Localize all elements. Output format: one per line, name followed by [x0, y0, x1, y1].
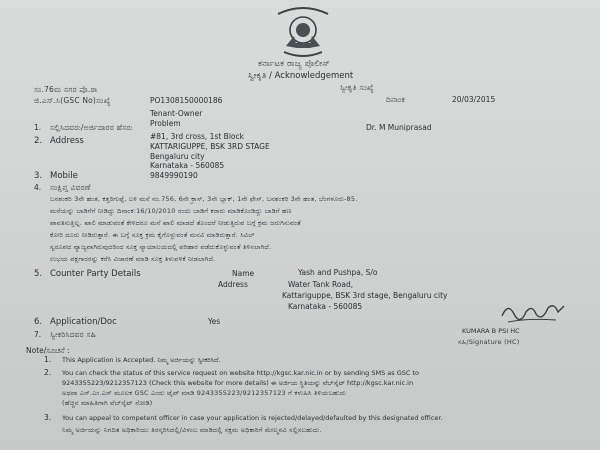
item-2-label: Address	[50, 136, 84, 146]
note-3-line-1: You can appeal to competent officer in case your application is rejected/delayed/defaulted by this designated officer.	[62, 414, 443, 422]
note-2-line-3: ಅಥವಾ ಎಸ್.ಎಂ.ಎಸ್ ಮೂಲಕ GSC ಎಂದು ಟೈಪ್ ಮಾಡಿ 9243355223/9212357123 ಗೆ ಕಳುಹಿಸಿ ತಿಳಿಯಬಹುದು	[62, 389, 347, 397]
description-line-3: ಪಾವತಿಸುತ್ತಿಲ್ಲ. ಖಾಲಿ ಮಾಡುವಂತೆ ಕೇಳಿದರೂ ಮನೆ ಖಾಲಿ ಮಾಡದೆ ತೊಂದರೆ ನೀಡುತ್ತಿರುವ ಬಗ್ಗೆ ಕ್ರಮ ಜರುಗಿಸುವಂತೆ	[50, 219, 301, 227]
station-line: ಸಂ.76ಮ ನಗರ ಪೊ.ಠಾ	[34, 85, 98, 94]
date-label: ದಿನಾಂಕ	[386, 95, 405, 104]
item-6-label: Application/Doc	[50, 317, 117, 327]
item-3-label: Mobile	[50, 171, 78, 181]
item-5-label: Counter Party Details	[50, 269, 141, 279]
subject-line-2: Problem	[150, 119, 181, 128]
item-1-number: 1.	[34, 123, 42, 132]
counter-party-name-label: Name	[232, 269, 255, 278]
note-3-line-2: ನಿಮ್ಮ ಅರ್ಜಿಯನ್ನು ನಿಗದಿತ ಅಧಿಕಾರಿಯು ತಿರಸ್ಕರಿಸಿದಲ್ಲಿ/ವಿಳಂಬ ಮಾಡಿದಲ್ಲಿ ಸಕ್ಷಮ ಅಧಿಕಾರಿಗೆ ಮೇಲ್ಮನವಿ ಸಲ್ಲಿಸಬಹುದು.	[62, 426, 322, 434]
reference-label: ಸ್ವೀಕೃತಿ ಸಂಖ್ಯೆ	[340, 83, 374, 92]
item-2-number: 2.	[34, 136, 43, 146]
note-1-number: 1.	[44, 355, 52, 364]
item-1-label: ಸಲ್ಲಿಸಿದವರು/ಅರ್ಜಿದಾರರ ಹೆಸರು	[50, 123, 133, 132]
address-line-3: Bengaluru city	[150, 152, 205, 161]
address-line-1: #81, 3rd cross, 1st Block	[150, 132, 244, 141]
subject-line-1: Tenant-Owner	[150, 109, 203, 118]
address-line-4: Karnataka - 560085	[150, 161, 225, 170]
description-line-1: ಬನಶಂಕರಿ 3ನೇ ಹಂತ, ಕತ್ತರಿಗುಪ್ಪೆ, ಬಳಿ ಮನೆ ನಂ.756, 6ನೇ ಕ್ರಾಸ್, 3ನೇ ಬ್ಲಾಕ್, 1ನೇ ಫೇಸ್, ಬನಶಂಕರಿ 3ನೇ ಹಂತ, ಬೆಂಗಳೂರು-85.	[50, 195, 358, 203]
note-2-line-4: (ಹೆಚ್ಚಿನ ಮಾಹಿತಿಗಾಗಿ ವೆಬ್‌ಸೈಟ್ ನೋಡಿ)	[62, 399, 153, 407]
note-2-number: 2.	[44, 368, 52, 377]
acknowledgement-title: ಸ್ವೀಕೃತಿ / Acknowledgement	[248, 71, 354, 81]
description-line-2: ಮನೆಯನ್ನು ಬಾಡಿಗೆಗೆ ನೀಡಿದ್ದು ದಿನಾಂಕ:16/10/2010 ರಂದು ಬಾಡಿಗೆ ಕರಾರು ಮಾಡಿಕೊಂಡಿದ್ದು ಬಾಡಿಗೆ ಹಣ	[50, 207, 292, 215]
notes-heading: Note/ಸೂಚನೆ :	[26, 346, 70, 355]
note-2-line-2: 9243355223/9212357123 (Check this website for more details) ಈ ಅರ್ಜಿಯ ಸ್ಥಿತಿಯನ್ನು ವೆಬ್‌ಸೈಟ್ http://kgsc.kar.nic.in	[62, 379, 414, 387]
description-line-4: ಕೋರಿ ದೂರು ನೀಡಿರುತ್ತಾರೆ. ಈ ಬಗ್ಗೆ ಸೂಕ್ತ ಕ್ರಮ ಕೈಗೊಳ್ಳುವಂತೆ ಮನವಿ ಮಾಡಿರುತ್ತಾರೆ. ಸಿವಿಲ್	[50, 231, 255, 239]
item-3-number: 3.	[34, 171, 43, 181]
applicant-name: Dr. M Muniprasad	[366, 123, 432, 132]
date-value: 20/03/2015	[452, 95, 496, 104]
item-6-number: 6.	[34, 317, 43, 327]
karnataka-police-emblem-icon	[272, 2, 334, 60]
gsc-label: ಜಿ.ಎಸ್.ಸಿ(GSC No)ಸಂಖ್ಯೆ	[34, 96, 111, 105]
item-7-number: 7.	[34, 330, 42, 339]
counter-party-address-2: Kattariguppe, BSK 3rd stage, Bengaluru city	[282, 291, 448, 300]
department-name: ಕರ್ನಾಟಕ ರಾಜ್ಯ ಪೊಲೀಸ್	[258, 59, 330, 69]
note-3-number: 3.	[44, 413, 52, 422]
note-1-text: This Application is Accepted. ನಿಮ್ಮ ಅರ್ಜಿಯನ್ನು ಸ್ವೀಕರಿಸಿದೆ.	[62, 356, 221, 364]
item-7-label: ಸ್ವೀಕರಿಸಿದವರ ಸಹಿ	[50, 330, 96, 339]
counter-party-address-label: Address	[218, 280, 248, 289]
counter-party-name: Yash and Pushpa, S/o	[298, 268, 378, 277]
item-4-label: ಸಂಕ್ಷಿಪ್ತ ವಿವರಣೆ	[50, 183, 91, 192]
officer-signature-label: ಸಹಿ/Signature (HC)	[458, 338, 520, 346]
gsc-value: PO1308150000186	[150, 96, 223, 105]
counter-party-address-1: Water Tank Road,	[288, 280, 354, 289]
address-line-2: KATTARIGUPPE, BSK 3RD STAGE	[150, 142, 270, 151]
application-doc-value: Yes	[208, 317, 221, 326]
counter-party-address-3: Karnataka - 560085	[288, 302, 363, 311]
description-line-6: ಉಭಯ ಪಕ್ಷಗಾರರನ್ನು ಕರೆಸಿ ವಿಚಾರಣೆ ಮಾಡಿ ಸೂಕ್ತ ತಿಳುವಳಿಕೆ ನೀಡಲಾಗಿದೆ.	[50, 255, 216, 263]
officer-name: KUMARA B PSI HC	[462, 327, 520, 335]
mobile-value: 9849990190	[150, 171, 198, 180]
description-line-5: ಸ್ವರೂಪದ ವ್ಯಾಜ್ಯವಾಗಿರುವುದರಿಂದ ಸೂಕ್ತ ನ್ಯಾಯಾಲಯದಲ್ಲಿ ಪರಿಹಾರ ಪಡೆದುಕೊಳ್ಳುವಂತೆ ತಿಳಿಸಲಾಗಿದೆ.	[50, 243, 272, 251]
note-2-line-1: You can check the status of this service request on website http://kgsc.kar.nic.in or by sending SMS as GSC to	[62, 369, 419, 377]
item-4-number: 4.	[34, 183, 42, 192]
item-5-number: 5.	[34, 269, 43, 279]
